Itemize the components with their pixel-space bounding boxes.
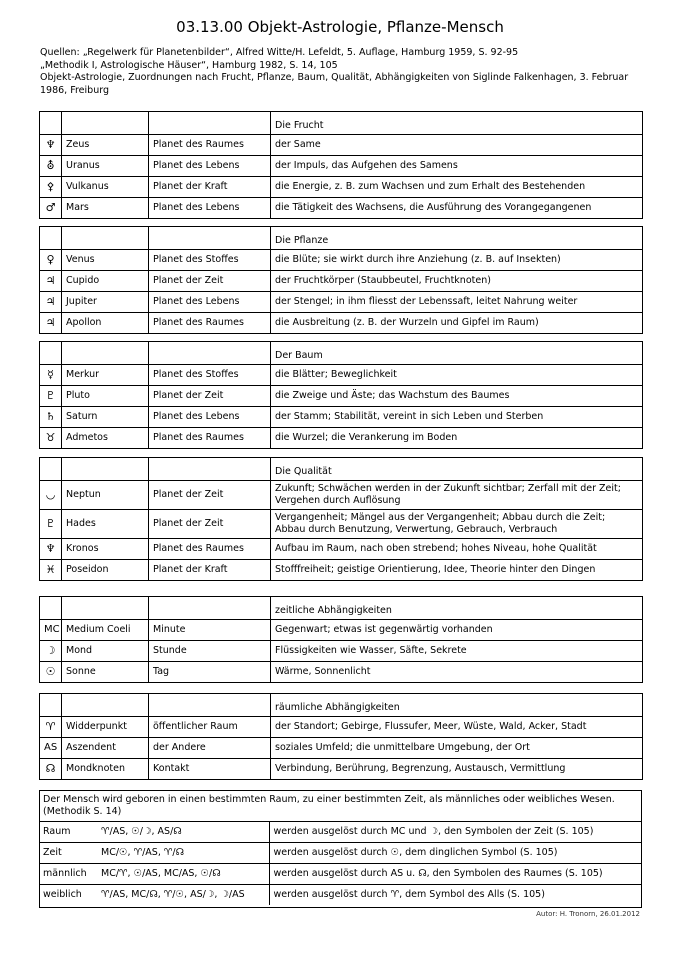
mensch-table: [39, 791, 642, 905]
planet-name: Widderpunkt: [62, 717, 149, 738]
planet-symbol-icon: ♇: [40, 386, 62, 407]
planet-symbol-icon: ♆: [40, 539, 62, 560]
planet-symbol-icon: ♃: [40, 271, 62, 292]
section-table: [39, 226, 643, 334]
planet-type: Planet des Stoffes: [149, 250, 271, 271]
planet-description: Stofffreiheit; geistige Orientierung, Idee, Theorie hinter den Dingen: [271, 560, 643, 581]
table-row: [40, 271, 643, 292]
planet-symbol-icon: ♃: [40, 313, 62, 334]
planet-symbol-icon: ☉: [40, 662, 62, 683]
header-empty: [62, 227, 149, 250]
section-heading: Der Baum: [271, 342, 643, 365]
source-line: „Methodik I, Astrologische Häuser“, Hamburg 1982, S. 14, 105: [40, 59, 338, 71]
planet-description: Gegenwart; etwas ist gegenwärtig vorhanden: [271, 620, 643, 641]
planet-description: der Stamm; Stabilität, vereint in sich Leben und Sterben: [271, 407, 643, 428]
section-table: [39, 457, 643, 581]
header-empty: [40, 458, 62, 481]
planet-name: Kronos: [62, 539, 149, 560]
planet-description: die Blüte; sie wirkt durch ihre Anziehung (z. B. auf Insekten): [271, 250, 643, 271]
planet-name: Mond: [62, 641, 149, 662]
planet-description: der Stengel; in ihm fliesst der Lebenssaft, leitet Nahrung weiter: [271, 292, 643, 313]
planet-name: Apollon: [62, 313, 149, 334]
table-row: [40, 641, 643, 662]
mensch-desc: werden ausgelöst durch MC und ☽, den Symbolen der Zeit (S. 105): [269, 822, 642, 843]
planet-type: Planet des Lebens: [149, 407, 271, 428]
planet-type: Planet des Raumes: [149, 428, 271, 449]
mensch-label: männlich: [39, 864, 97, 885]
planet-description: die Tätigkeit des Wachsens, die Ausführung des Vorangegangenen: [271, 198, 643, 219]
planet-description: soziales Umfeld; die unmittelbare Umgebung, der Ort: [271, 738, 643, 759]
planet-description: die Energie, z. B. zum Wachsen und zum Erhalt des Bestehenden: [271, 177, 643, 198]
planet-name: Mars: [62, 198, 149, 219]
table-row: [40, 759, 643, 780]
planet-symbol-icon: ⛢: [40, 156, 62, 177]
mensch-formula: ♈/AS, MC/☊, ♈/☉, AS/☽, ☽/AS: [97, 885, 269, 906]
planet-name: Admetos: [62, 428, 149, 449]
planet-symbol-icon: ♃: [40, 292, 62, 313]
planet-symbol-icon: ♄: [40, 407, 62, 428]
table-row: [40, 481, 643, 510]
table-row: [40, 250, 643, 271]
planet-name: Zeus: [62, 135, 149, 156]
header-empty: [149, 458, 271, 481]
table-row: [40, 560, 643, 581]
header-empty: [62, 458, 149, 481]
planet-symbol-icon: ♈: [40, 717, 62, 738]
table-row: [40, 717, 643, 738]
header-empty: [40, 342, 62, 365]
planet-description: der Same: [271, 135, 643, 156]
table-row: [40, 738, 643, 759]
section-table: [39, 341, 643, 449]
planet-description: Aufbau im Raum, nach oben strebend; hohes Niveau, hohe Qualität: [271, 539, 643, 560]
table-row: [40, 198, 643, 219]
source-line: Objekt-Astrologie, Zuordnungen nach Frucht, Pflanze, Baum, Qualität, Abhängigkeiten von Siglinde Falkenhagen, 3. Februar 1986, Freiburg: [40, 72, 629, 96]
header-empty: [40, 112, 62, 135]
planet-type: Planet der Zeit: [149, 271, 271, 292]
source-line: Quellen: „Regelwerk für Planetenbilder“, Alfred Witte/H. Lefeldt, 5. Auflage, Hamburg 1959, S. 92-95: [40, 47, 519, 58]
table-row: [40, 620, 643, 641]
header-empty: [62, 694, 149, 717]
planet-name: Uranus: [62, 156, 149, 177]
page-title: 03.13.00 Objekt-Astrologie, Pflanze-Mensch: [176, 18, 504, 36]
planet-description: die Blätter; Beweglichkeit: [271, 365, 643, 386]
planet-name: Sonne: [62, 662, 149, 683]
planet-description: Verbindung, Berührung, Begrenzung, Austausch, Vermittlung: [271, 759, 643, 780]
mensch-desc: werden ausgelöst durch AS u. ☊, den Symbolen des Raumes (S. 105): [269, 864, 642, 885]
planet-description: der Fruchtkörper (Staubbeutel, Fruchtknoten): [271, 271, 643, 292]
section-table: [39, 596, 643, 683]
planet-type: Planet des Raumes: [149, 313, 271, 334]
planet-type: Tag: [149, 662, 271, 683]
planet-name: Mondknoten: [62, 759, 149, 780]
section-heading: räumliche Abhängigkeiten: [271, 694, 643, 717]
planet-symbol-icon: ◡: [40, 481, 62, 510]
table-row: [40, 428, 643, 449]
planet-name: Aszendent: [62, 738, 149, 759]
planet-type: Planet der Kraft: [149, 560, 271, 581]
planet-name: Vulkanus: [62, 177, 149, 198]
mensch-row: [39, 843, 642, 864]
table-row: [40, 539, 643, 560]
planet-symbol-icon: ♓: [40, 560, 62, 581]
table-row: [40, 156, 643, 177]
planet-name: Venus: [62, 250, 149, 271]
table-row: [40, 313, 643, 334]
planet-name: Poseidon: [62, 560, 149, 581]
planet-name: Saturn: [62, 407, 149, 428]
mensch-formula: MC/☉, ♈/AS, ♈/☊: [97, 843, 269, 864]
planet-name: Neptun: [62, 481, 149, 510]
header-empty: [149, 694, 271, 717]
header-empty: [62, 342, 149, 365]
section-heading: Die Frucht: [271, 112, 643, 135]
section-heading: Die Pflanze: [271, 227, 643, 250]
table-row: [40, 407, 643, 428]
planet-symbol-icon: ♇: [40, 510, 62, 539]
mensch-desc: werden ausgelöst durch ☉, dem dinglichen Symbol (S. 105): [269, 843, 642, 864]
planet-type: Planet der Zeit: [149, 386, 271, 407]
mensch-row: [39, 885, 642, 906]
planet-symbol-icon: ☽: [40, 641, 62, 662]
header-empty: [62, 597, 149, 620]
planet-name: Hades: [62, 510, 149, 539]
sources-block: [40, 47, 640, 97]
planet-name: Merkur: [62, 365, 149, 386]
planet-type: Planet der Kraft: [149, 177, 271, 198]
header-empty: [40, 227, 62, 250]
planet-description: Flüssigkeiten wie Wasser, Säfte, Sekrete: [271, 641, 643, 662]
table-row: [40, 386, 643, 407]
mensch-formula: ♈/AS, ☉/☽, AS/☊: [97, 822, 269, 843]
planet-type: Planet des Lebens: [149, 198, 271, 219]
header-empty: [149, 342, 271, 365]
planet-description: der Impuls, das Aufgehen des Samens: [271, 156, 643, 177]
planet-symbol-icon: AS: [40, 738, 62, 759]
planet-name: Jupiter: [62, 292, 149, 313]
header-empty: [149, 112, 271, 135]
planet-type: Planet des Stoffes: [149, 365, 271, 386]
planet-symbol-icon: MC: [40, 620, 62, 641]
planet-symbol-icon: ♂: [40, 198, 62, 219]
section-table: [39, 111, 643, 219]
planet-type: Planet des Raumes: [149, 135, 271, 156]
mensch-row: [39, 864, 642, 885]
planet-type: Planet des Lebens: [149, 156, 271, 177]
section-heading: zeitliche Abhängigkeiten: [271, 597, 643, 620]
planet-type: Kontakt: [149, 759, 271, 780]
header-empty: [62, 112, 149, 135]
mensch-formula: MC/♈, ☉/AS, MC/AS, ☉/☊: [97, 864, 269, 885]
planet-description: der Standort; Gebirge, Flussufer, Meer, Wüste, Wald, Acker, Stadt: [271, 717, 643, 738]
planet-description: die Wurzel; die Verankerung im Boden: [271, 428, 643, 449]
planet-type: öffentlicher Raum: [149, 717, 271, 738]
planet-symbol-icon: ☊: [40, 759, 62, 780]
planet-description: die Ausbreitung (z. B. der Wurzeln und Gipfel im Raum): [271, 313, 643, 334]
header-empty: [40, 694, 62, 717]
mensch-label: Raum: [39, 822, 97, 843]
planet-type: Planet der Zeit: [149, 510, 271, 539]
table-row: [40, 135, 643, 156]
mensch-intro: Der Mensch wird geboren in einen bestimmten Raum, zu einer bestimmten Zeit, als männliches oder weibliches Wesen.(Methodik S. 14): [39, 791, 642, 822]
planet-name: Pluto: [62, 386, 149, 407]
planet-description: Vergangenheit; Mängel aus der Vergangenheit; Abbau durch die Zeit; Abbau durch Benutzung, Verwertung, Gebrauch, Verbrauch: [271, 510, 643, 539]
footer-credit: Autor: H. Tronorn, 26.01.2012: [536, 910, 640, 918]
planet-symbol-icon: ⚴: [40, 177, 62, 198]
planet-description: Zukunft; Schwächen werden in der Zukunft sichtbar; Zerfall mit der Zeit; Vergehen durch Auflösung: [271, 481, 643, 510]
mensch-row: [39, 822, 642, 843]
header-empty: [149, 597, 271, 620]
planet-name: Cupido: [62, 271, 149, 292]
section-heading: Die Qualität: [271, 458, 643, 481]
table-row: [40, 662, 643, 683]
table-row: [40, 510, 643, 539]
planet-description: Wärme, Sonnenlicht: [271, 662, 643, 683]
planet-symbol-icon: ♉: [40, 428, 62, 449]
planet-type: der Andere: [149, 738, 271, 759]
planet-description: die Zweige und Äste; das Wachstum des Baumes: [271, 386, 643, 407]
header-empty: [149, 227, 271, 250]
table-row: [40, 365, 643, 386]
mensch-label: weiblich: [43, 889, 82, 900]
mensch-desc: werden ausgelöst durch ♈, dem Symbol des Alls (S. 105): [273, 889, 545, 900]
planet-symbol-icon: ♀: [40, 250, 62, 271]
planet-type: Planet des Raumes: [149, 539, 271, 560]
planet-symbol-icon: ☿: [40, 365, 62, 386]
section-table: [39, 693, 643, 780]
planet-type: Stunde: [149, 641, 271, 662]
table-row: [40, 177, 643, 198]
table-row: [40, 292, 643, 313]
planet-type: Minute: [149, 620, 271, 641]
mensch-label: Zeit: [39, 843, 97, 864]
header-empty: [40, 597, 62, 620]
planet-name: Medium Coeli: [62, 620, 149, 641]
planet-type: Planet des Lebens: [149, 292, 271, 313]
planet-type: Planet der Zeit: [149, 481, 271, 510]
planet-symbol-icon: ♆: [40, 135, 62, 156]
